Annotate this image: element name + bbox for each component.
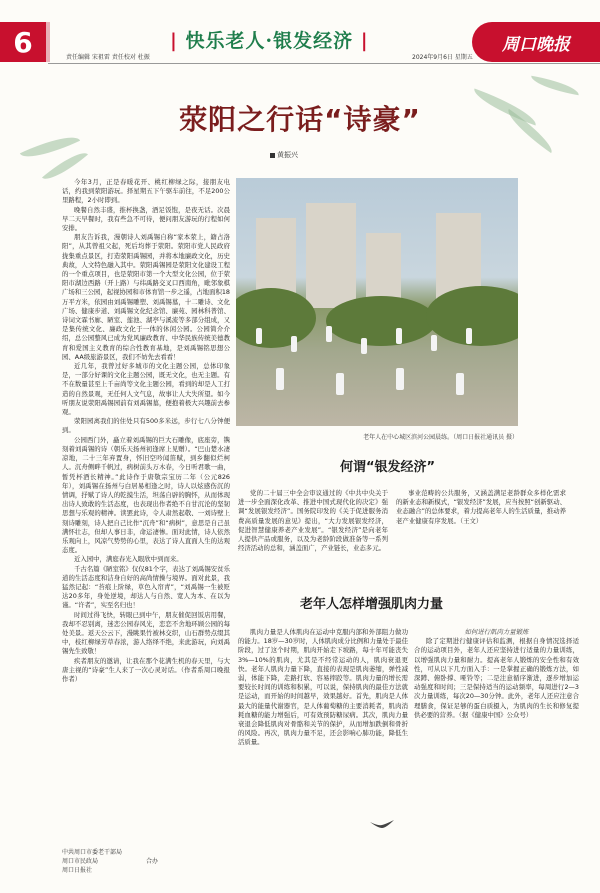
article-paragraph: 朋友告诉我，漫朝诗人刘禹锡自称“家本荥上，籍占洛阳”，从其曾祖父起，死后均葬于荥阳。荥阳市党人民政府拢集重点景区，打造荥阳禹锡园，并将本地廉政文化，历史典故，人文特色融入其中。荥阳禹锡园是荥阳文化建设工程的一个重点项目，也是荥阳市第一个大型文化公园，位于荥阳市湖边西路（开上路）与纬禹路交叉口西南角，毗邻象棋广场和三公园，起视协园和市体育馆一步之遥，占地面积18万平方米，依园由刘禹锡雕塑、刘禹锡墓，十二雕诗、文化广场、健康步道、刘禹锡文化纪念馆、廉苑、园林科普馆、诗词文霖书廊、陋室、莲池、湖亭与溪流等多部分组成，又是集传统文化、廉政文化于一体的休闲公园。公园简介介绍，总公园整风已成为党风廉政教育、中华民族传统美德教育和爱国主义教育的综合性教育基地，是刘禹锡铭思想公园、AA级旅游景区，我们不妨先去看看！ (62, 233, 230, 361)
article-paragraph: 千古名篇《陋室铭》仅仅81个字，表达了刘禹锡安贫乐道的生活态度和洁身自好的高尚情操与境界。面对此景，我猛然记起：“苔痕上阶绿，草色入帘青”，“刘禹锡一生被贬达20多年，身处逆境，却达人与自然、宽人为本、在以为谨。“许者”，实至名归也！ (62, 564, 230, 610)
essay1-title: 何谓“银发经济” (340, 460, 436, 475)
photo-person (256, 328, 262, 344)
page-number-edge (46, 22, 50, 62)
article-paragraph: 近几年，我曾过好多城市的文化主题公园，总体印象是，一部分好课的文化主题公园，既无文化，也无主题。有不在数量甚至上千亩尚等文化主题公园，看到的却是人工打造的自然景观，无任何人文气息，故事让人大失所望。如今听朋友说荥阳禹锡园前有刘禹锡墓，便抱着极大兴趣前去参观。 (62, 362, 230, 417)
article-paragraph: 时间过得飞快，转眼已到中午，朋友催促回饭店用餐，我却不忍别离，迷恋公园春风光，恋恋不舍地环顾公园的每处美景。返天公云下，漫眺果竹被林交织，山石群势点缀其中，枝红柳绿芳草春浓，游人络绎不绝，来此游玩，向刘禹锡先生致敬！ (62, 610, 230, 656)
article-paragraph: 荥阳园离我们的住处只有500多米远，步行七八分钟便到。 (62, 417, 230, 435)
publisher-line: 周口日报社 (62, 867, 93, 874)
photo-person (456, 373, 464, 395)
photo-building (306, 203, 356, 308)
photo-caption: 老年人在中心城区滨河公园晨练。（周口日报社通讯员 摄） (363, 434, 518, 441)
photo-person (396, 328, 402, 344)
editors-line: 责任编辑 宋祖雷 责任校对 杜振 (66, 54, 150, 61)
essay2-title: 老年人怎样增强肌肉力量 (300, 597, 444, 612)
publisher-line: 周口市民政局 (62, 858, 99, 865)
cooperate-label: 合办 (146, 858, 159, 865)
essay2-inline-subtitle: 如何进行肌肉力量锻炼 (464, 628, 529, 636)
photo-tree (426, 286, 518, 346)
section-title-text: 快乐老人·银发经济 (185, 30, 354, 52)
essay1-paragraph: 事业范畴的公共服务，又涵盖满足老龄群众多样化需求的新业态和新模式，“银发经济”发展，应当按照“创新驱动、业态融合”的总体要求，着力提高老年人的生活质量，推动养老产业健康有序发展。（王文） (396, 489, 566, 525)
photo-person (466, 328, 472, 344)
photo-person (291, 336, 297, 352)
photo-tree (236, 288, 316, 348)
page-number: 6 (0, 22, 46, 62)
essay2-body-right (414, 628, 579, 853)
essay2-paragraph: 肌肉力量是人体肌肉在运动中克服内部和外部阻力做功的能力。18岁—30岁时，人体肌肉成分比例和力量处于最佳阶段，过了这个时期，肌肉开始走下坡路，每十年可能丧失3%—10%的肌肉，尤其是不经常运动的人，肌肉衰退更快。老年人肌肉力量下降，直接的表现是肌肉萎缩，弹性减弱，体能下降，走路打软、容易摔跤等。肌肉力量的增长需要较长时间的训练和积累，可以说，保持肌肉的最佳方法就是运动，而开始的时间越早，效果越好。首先，肌肉是人体最大的能量代谢器官，是人体葡萄糖的主要消耗者，肌肉消耗血糖的能力增强后，可有效预防糖尿病。其次，肌肉力量衰退会降低肌肉对骨骼和关节的保护，从而增加跌倒和骨折的风险。再次，肌肉力量不足，还会影响心肺功能，降低生活质量。 (238, 628, 408, 747)
date-line: 2024年9月6日 星期五 (412, 54, 473, 61)
publisher-line: 中共周口市委老干部局 (62, 849, 123, 856)
photo-person (276, 368, 284, 390)
article-paragraph: 公园西门外，矗立着刘禹锡的巨大石雕像，底座旁，镌刻着刘禹锡的诗（朝乐天扬州初逢席上见赠）。“巴山楚水凄凉地，二十三年弃置身，怀旧空吟闻笛赋，到乡翻似烂柯人。沉舟侧畔千帆过，病树前头万木春，今日听君歌一曲，暂凭杯酒长精神。”此诗作于唐敬宗宝历二年（公元826年），刘禹锡在扬州与白居易相逢之时，诗人以炫感伤沉的情调，抒赋了诗人的乾摸生活，坦荡自辟的胸怀，从而体现出诗人致敢的生活态度，也表现出作者绝不自甘沉沦的坚韧思想与乐观的精神。读罢此诗，令人肃然起敬、一刘诗壁上刻诗雕刻，诗人把自己比作“沉舟”和“病树”，意思是自己虽满怀壮志，但却人事日非，命运凄惨。面对此情，诗人依然乐观向上，风凉气势势的心里，表达了诗人直面人生的达观态度。 (62, 435, 230, 555)
publisher-credits (62, 848, 122, 875)
photo-person (326, 326, 332, 342)
photo-person (396, 368, 404, 390)
section-bar-left: | (170, 30, 178, 52)
header-rule (48, 63, 600, 64)
byline (270, 150, 298, 160)
section-title (170, 26, 369, 53)
byline-author: 黄振兴 (277, 151, 298, 159)
essay1-paragraph: 党的二十届三中全会审议通过的《中共中央关于进一步全面深化改革、推进中国式现代化的决定》强调“发展银发经济”。国务院印发的《关于促进服务消费高质量发展的意见》提出，“大力发展银发经济，促进智慧健康养老产业发展”。“银发经济”是向老年人提供产品或服务，以及为老龄阶段做准备等一系列经济活动的总和，涵盖面广，产业链长，业态多元。 (238, 489, 388, 553)
bamboo-leaf-icon (529, 76, 580, 96)
essay1-body-left (238, 489, 388, 581)
article-paragraph: 今年3月，正是春暖花开、桃红柳绿之际，接朋友电话，约我到荥阳游玩。择星期五下午驱车前往，不足200公里路程，2小时即到。 (62, 178, 230, 205)
article-paragraph: 晚餐自然丰盛，推杯换盏，酒足饭饱，是夜无话。次晨早二天早餐时，我有些急不可待，便问朋友游玩的行程如何安排。 (62, 205, 230, 233)
photo-person (336, 373, 344, 395)
swallow-icon (370, 820, 394, 830)
photo-person (361, 338, 367, 354)
photo-tree (326, 296, 436, 346)
article-headline: 荥阳之行话“诗豪” (179, 103, 421, 136)
essay2-paragraph: 除了定期进行健康评估和监测，根据自身情况选择适合的运动项目外，老年人还应坚持进行适量的力量训练，以增强肌肉力量和耐力。提高老年人锻炼的安全性和有效性，可从以下几方面入手：一是掌握正确的锻炼方法，如深蹲、俯卧撑、哑铃等；二是注意循序渐进，逐步增加运动强度和时间；三是保持适当的运动频率，每周进行2—3次力量训练，每次20—30分钟。此外，老年人还应注意合理膳食，保证足够的蛋白质摄入，为肌肉的生长和修复提供必要的营养。（据《健康中国》公众号） (414, 637, 579, 719)
essay1-body-right (396, 489, 566, 581)
article-body (62, 178, 230, 808)
photo-person (431, 335, 437, 351)
article-paragraph: 近入园中，满庭春光入眼欣中到而来。 (74, 555, 183, 564)
tai-chi-photo (236, 178, 518, 426)
article-paragraph: 疾者朋友的邀请，让我在那个花满生机的春天里，与大唐主视的“诗豪”生人来了一次心灵对话。（作者系周口晚报作者） (62, 656, 230, 683)
masthead-logo: 周口晚报 (472, 22, 600, 62)
section-bar-right: | (360, 30, 369, 52)
byline-square-icon (270, 153, 275, 158)
